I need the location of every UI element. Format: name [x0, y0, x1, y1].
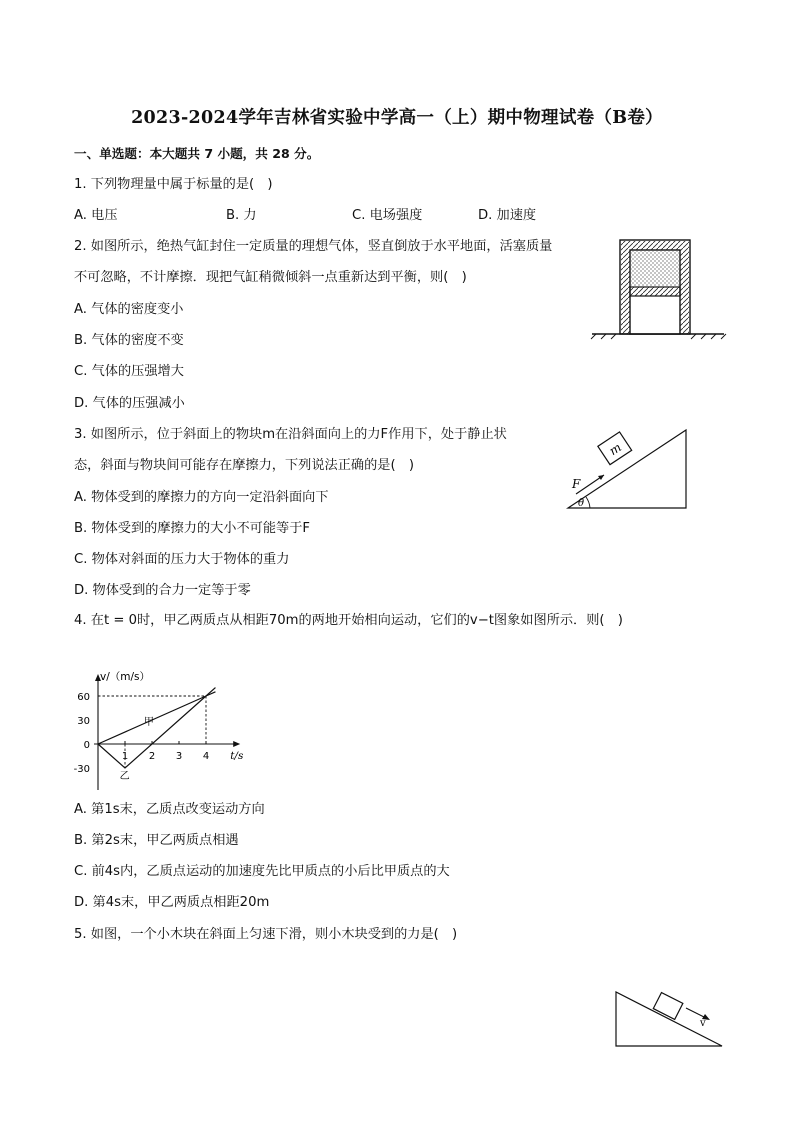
q1-stem: 1. 下列物理量中属于标量的是( ) — [74, 177, 273, 192]
x-axis-arrow — [233, 741, 240, 747]
q2-option-d: D. 气体的压强减小 — [74, 396, 185, 411]
x-tick-label: 3 — [175, 751, 183, 762]
q1-option-b: B. 力 — [226, 208, 257, 223]
mass-label: m — [606, 440, 624, 459]
y-axis-label: v/（m/s） — [100, 671, 150, 683]
y-tick-label: -30 — [73, 764, 90, 775]
q1-option-c: C. 电场强度 — [352, 208, 423, 223]
q4-option-c: C. 前4s内，乙质点运动的加速度先比甲质点的小后比甲质点的大 — [74, 864, 450, 879]
section-heading: 一、单选题：本大题共 7 小题，共 28 分。 — [74, 146, 320, 161]
q3-stem-line1: 3. 如图所示，位于斜面上的物块m在沿斜面向上的力F作用下，处于静止状 — [74, 427, 507, 442]
y-tick-label: 60 — [77, 692, 90, 703]
y-tick-label: 30 — [77, 716, 90, 727]
q2-option-c: C. 气体的压强增大 — [74, 364, 184, 379]
q2-stem-line2: 不可忽略，不计摩擦．现把气缸稍微倾斜一点重新达到平衡，则( ) — [74, 270, 467, 285]
q3-option-c: C. 物体对斜面的压力大于物体的重力 — [74, 552, 290, 567]
series-line-1 — [98, 692, 215, 744]
velocity-label: v — [700, 1018, 706, 1029]
q1-option-d: D. 加速度 — [478, 208, 537, 223]
q4-option-b: B. 第2s末，甲乙两质点相遇 — [74, 833, 239, 848]
y-tick-label: 0 — [83, 740, 90, 751]
series-label-1: 甲 — [143, 716, 154, 728]
vt-chart — [64, 664, 254, 794]
x-axis-label: t/s — [230, 750, 244, 762]
q4-option-a: A. 第1s末，乙质点改变运动方向 — [74, 802, 265, 817]
angle-label: θ — [578, 498, 585, 509]
x-tick-label: 4 — [202, 751, 210, 762]
q2-stem-line1: 2. 如图所示，绝热气缸封住一定质量的理想气体，竖直倒放于水平地面，活塞质量 — [74, 239, 553, 254]
q5-stem: 5. 如图，一个小木块在斜面上匀速下滑，则小木块受到的力是( ) — [74, 927, 458, 942]
q3-option-d: D. 物体受到的合力一定等于零 — [74, 583, 251, 598]
q2-option-b: B. 气体的密度不变 — [74, 333, 184, 348]
q3-option-b: B. 物体受到的摩擦力的大小不可能等于F — [74, 521, 311, 536]
vt-chart-svg — [64, 664, 254, 794]
cylinder-figure — [588, 238, 728, 342]
exam-title: 2023-2024学年吉林省实验中学高一（上）期中物理试卷（B卷） — [131, 108, 663, 128]
q2-option-a: A. 气体的密度变小 — [74, 302, 184, 317]
x-tick-label: 2 — [148, 751, 156, 762]
q4-stem: 4. 在t = 0时，甲乙两质点从相距70m的两地开始相向运动，它们的v−t图象如图所示．则( ) — [74, 613, 623, 628]
q3-stem-line2: 态，斜面与物块间可能存在摩擦力，下列说法正确的是( ) — [74, 458, 414, 473]
q4-option-d: D. 第4s末，甲乙两质点相距20m — [74, 895, 270, 910]
q1-option-a: A. 电压 — [74, 208, 118, 223]
force-label: F — [572, 477, 581, 491]
q3-option-a: A. 物体受到的摩擦力的方向一定沿斜面向下 — [74, 490, 329, 505]
incline-force-figure — [554, 424, 694, 514]
series-label-2: 乙 — [119, 771, 130, 782]
x-tick-label: 1 — [121, 751, 129, 762]
sliding-block-figure — [606, 988, 726, 1050]
